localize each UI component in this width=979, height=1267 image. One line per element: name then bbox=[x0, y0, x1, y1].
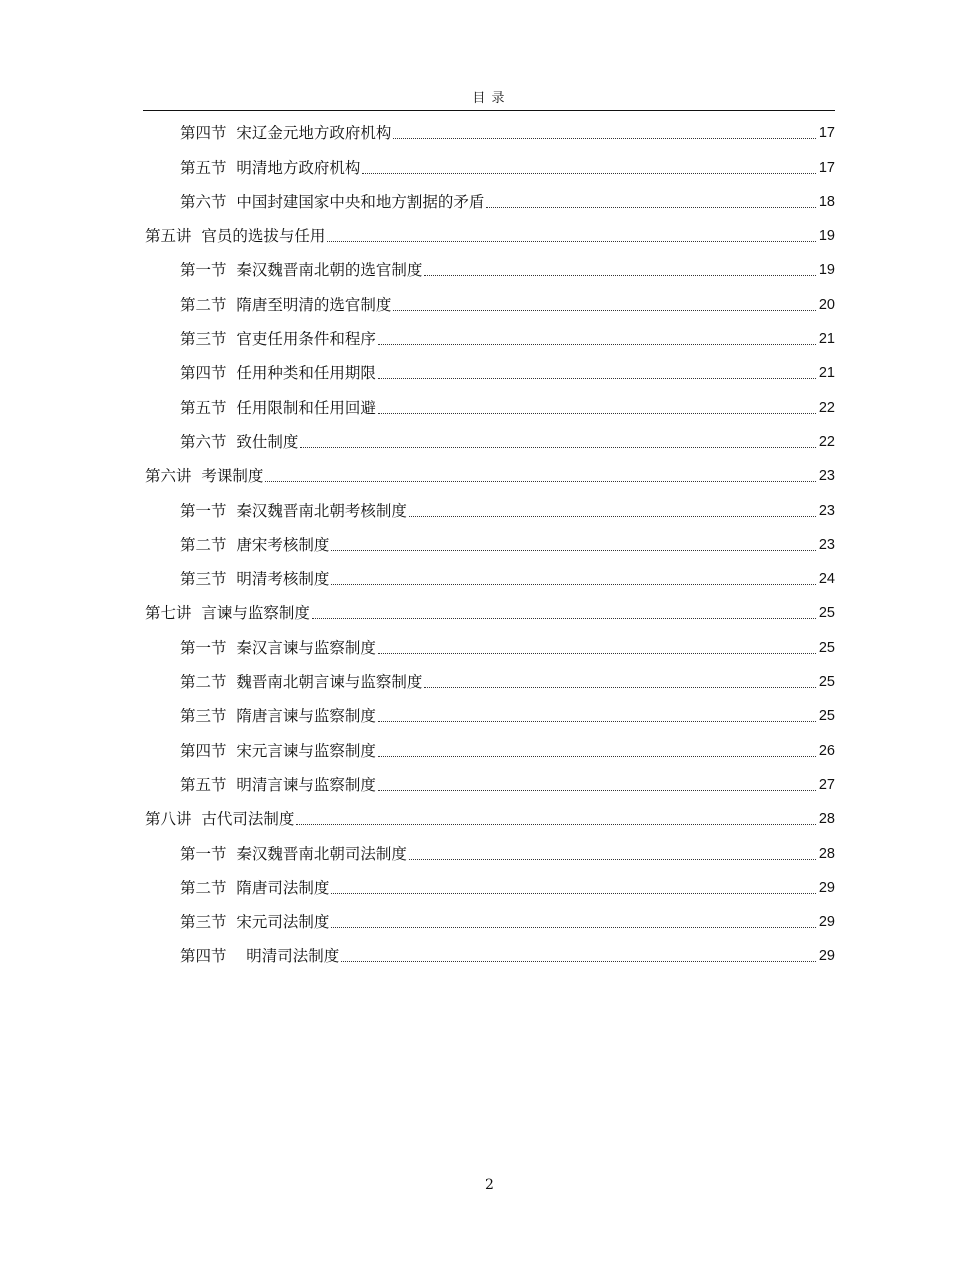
dot-leader bbox=[378, 378, 816, 379]
dot-leader bbox=[378, 756, 816, 757]
dot-leader bbox=[331, 927, 816, 928]
toc-entry-page-number: 24 bbox=[818, 571, 835, 588]
toc-entry-page-number: 19 bbox=[818, 228, 835, 245]
toc-entry-page-number: 21 bbox=[818, 365, 835, 382]
dot-leader bbox=[409, 516, 816, 517]
toc-entry-page-number: 25 bbox=[818, 605, 835, 622]
toc-entry-title: 第二节 隋唐司法制度 bbox=[180, 878, 330, 897]
toc-section-entry[interactable] bbox=[143, 560, 835, 594]
toc-entry-title: 第五节 明清言谏与监察制度 bbox=[180, 775, 376, 794]
toc-entry-page-number: 25 bbox=[818, 639, 835, 656]
toc-section-entry[interactable] bbox=[143, 937, 835, 971]
dot-leader bbox=[409, 859, 816, 860]
toc-section-entry[interactable] bbox=[143, 251, 835, 285]
dot-leader bbox=[300, 447, 816, 448]
toc-entry-page-number: 29 bbox=[818, 879, 835, 896]
toc-section-entry[interactable] bbox=[143, 423, 835, 457]
table-of-contents bbox=[143, 114, 835, 971]
toc-entry-title: 第一节 秦汉魏晋南北朝考核制度 bbox=[180, 501, 407, 520]
toc-entry-title: 第二节 唐宋考核制度 bbox=[180, 535, 330, 554]
toc-entry-title: 第一节 秦汉言谏与监察制度 bbox=[180, 638, 376, 657]
toc-entry-page-number: 29 bbox=[818, 914, 835, 931]
toc-entry-page-number: 27 bbox=[818, 776, 835, 793]
dot-leader bbox=[331, 550, 816, 551]
toc-entry-page-number: 17 bbox=[818, 159, 835, 176]
dot-leader bbox=[312, 618, 816, 619]
toc-section-entry[interactable] bbox=[143, 731, 835, 765]
toc-entry-title: 第三节 隋唐言谏与监察制度 bbox=[180, 707, 376, 726]
toc-entry-page-number: 22 bbox=[818, 399, 835, 416]
toc-section-entry[interactable] bbox=[143, 903, 835, 937]
dot-leader bbox=[331, 584, 816, 585]
dot-leader bbox=[424, 275, 816, 276]
toc-entry-title: 第四节 任用种类和任用期限 bbox=[180, 364, 376, 383]
toc-entry-page-number: 29 bbox=[818, 948, 835, 965]
toc-chapter-entry[interactable] bbox=[143, 594, 835, 628]
toc-section-entry[interactable] bbox=[143, 148, 835, 182]
toc-section-entry[interactable] bbox=[143, 354, 835, 388]
toc-entry-title: 第一节 秦汉魏晋南北朝的选官制度 bbox=[180, 261, 423, 280]
dot-leader bbox=[378, 413, 816, 414]
page-number: 2 bbox=[485, 1177, 494, 1193]
toc-entry-title: 第六节 中国封建国家中央和地方割据的矛盾 bbox=[180, 192, 485, 211]
toc-entry-page-number: 19 bbox=[818, 262, 835, 279]
toc-entry-title: 第三节 官吏任用条件和程序 bbox=[180, 330, 376, 349]
toc-entry-page-number: 20 bbox=[818, 296, 835, 313]
dot-leader bbox=[378, 790, 816, 791]
toc-entry-title: 第四节 宋辽金元地方政府机构 bbox=[180, 124, 392, 143]
dot-leader bbox=[331, 893, 816, 894]
toc-section-entry[interactable] bbox=[143, 491, 835, 525]
toc-entry-title: 第四节 明清司法制度 bbox=[180, 947, 340, 966]
toc-entry-page-number: 25 bbox=[818, 708, 835, 725]
toc-section-entry[interactable] bbox=[143, 320, 835, 354]
dot-leader bbox=[327, 241, 816, 242]
toc-section-entry[interactable] bbox=[143, 628, 835, 662]
toc-entry-page-number: 23 bbox=[818, 536, 835, 553]
toc-entry-title: 第三节 宋元司法制度 bbox=[180, 913, 330, 932]
toc-entry-page-number: 28 bbox=[818, 811, 835, 828]
toc-entry-title: 第四节 宋元言谏与监察制度 bbox=[180, 741, 376, 760]
toc-entry-title: 第三节 明清考核制度 bbox=[180, 570, 330, 589]
toc-entry-title: 第五节 任用限制和任用回避 bbox=[180, 398, 376, 417]
dot-leader bbox=[378, 344, 816, 345]
toc-entry-page-number: 25 bbox=[818, 674, 835, 691]
toc-section-entry[interactable] bbox=[143, 663, 835, 697]
toc-entry-page-number: 28 bbox=[818, 845, 835, 862]
toc-section-entry[interactable] bbox=[143, 766, 835, 800]
toc-section-entry[interactable] bbox=[143, 114, 835, 148]
toc-entry-title: 第二节 魏晋南北朝言谏与监察制度 bbox=[180, 673, 423, 692]
dot-leader bbox=[362, 173, 816, 174]
dot-leader bbox=[378, 653, 816, 654]
toc-entry-page-number: 23 bbox=[818, 468, 835, 485]
toc-section-entry[interactable] bbox=[143, 285, 835, 319]
toc-section-entry[interactable] bbox=[143, 526, 835, 560]
toc-section-entry[interactable] bbox=[143, 388, 835, 422]
dot-leader bbox=[378, 721, 816, 722]
dot-leader bbox=[393, 138, 816, 139]
toc-entry-page-number: 23 bbox=[818, 502, 835, 519]
page-header bbox=[143, 88, 835, 111]
toc-entry-page-number: 22 bbox=[818, 433, 835, 450]
toc-chapter-entry[interactable] bbox=[143, 800, 835, 834]
toc-section-entry[interactable] bbox=[143, 834, 835, 868]
toc-entry-title: 第八讲 古代司法制度 bbox=[145, 810, 295, 829]
dot-leader bbox=[486, 207, 816, 208]
toc-entry-title: 第六讲 考课制度 bbox=[145, 467, 264, 486]
toc-entry-title: 第五讲 官员的选拔与任用 bbox=[145, 227, 326, 246]
toc-section-entry[interactable] bbox=[143, 697, 835, 731]
toc-entry-page-number: 21 bbox=[818, 331, 835, 348]
dot-leader bbox=[341, 961, 816, 962]
dot-leader bbox=[265, 481, 816, 482]
toc-entry-page-number: 17 bbox=[818, 125, 835, 142]
toc-entry-title: 第一节 秦汉魏晋南北朝司法制度 bbox=[180, 844, 407, 863]
toc-chapter-entry[interactable] bbox=[143, 457, 835, 491]
toc-chapter-entry[interactable] bbox=[143, 217, 835, 251]
toc-entry-title: 第七讲 言谏与监察制度 bbox=[145, 604, 310, 623]
toc-entry-page-number: 26 bbox=[818, 742, 835, 759]
toc-entry-title: 第二节 隋唐至明清的选官制度 bbox=[180, 295, 392, 314]
dot-leader bbox=[296, 824, 816, 825]
header-title: 目 录 bbox=[472, 91, 506, 106]
dot-leader bbox=[424, 687, 816, 688]
toc-entry-title: 第五节 明清地方政府机构 bbox=[180, 158, 361, 177]
toc-entry-title: 第六节 致仕制度 bbox=[180, 432, 299, 451]
toc-section-entry[interactable] bbox=[143, 869, 835, 903]
toc-section-entry[interactable] bbox=[143, 183, 835, 217]
toc-entry-page-number: 18 bbox=[818, 193, 835, 210]
dot-leader bbox=[393, 310, 816, 311]
